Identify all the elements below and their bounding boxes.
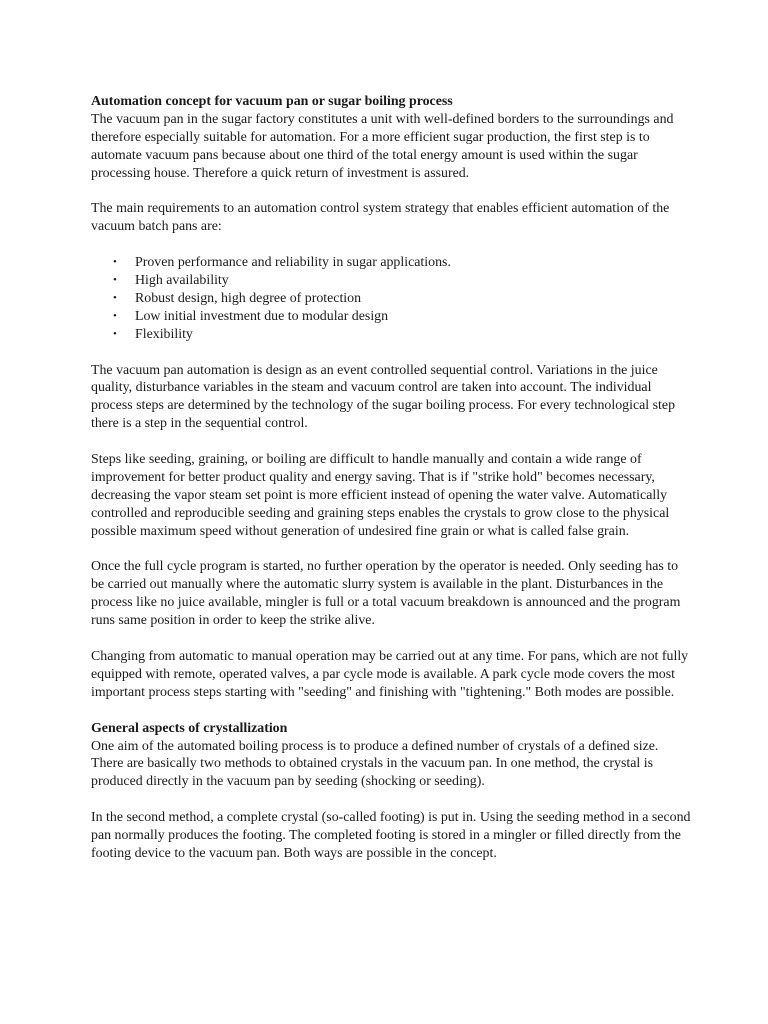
list-item xyxy=(91,290,691,308)
bullet-icon: • xyxy=(113,256,117,269)
paragraph-second-method: In the second method, a complete crystal (so-called footing) is put in. Using the seeding method in a second pan normally produces the footing. The completed footing is stored in a mingler or filled directly from the footing device to the vacuum pan. Both ways are possible in the concept. xyxy=(91,810,691,861)
list-item xyxy=(91,308,691,326)
list-item xyxy=(91,254,691,272)
list-item xyxy=(91,272,691,290)
paragraph-process-steps: Steps like seeding, graining, or boiling are difficult to handle manually and contain a wide range of improvement for better product quality and energy saving. That is if "strike hold" becomes necessary, decreasing the vapor steam set point is more efficient instead of opening the water valve. Automatically controlled and reproducible seeding and graining steps enables the crystals to grow close to the physical possible maximum speed without generation of undesired fine grain or what is called false grain. xyxy=(91,452,670,539)
list-item-text: Robust design, high degree of protection xyxy=(135,290,362,306)
section-automation-concept xyxy=(91,93,691,183)
bullet-icon: • xyxy=(113,327,117,340)
paragraph-manual-operation: Changing from automatic to manual operation may be carried out at any time. For pans, which are not fully equipped with remote, operated valves, a par cycle mode is available. A park cycle mode covers the most important process steps starting with "seeding" and finishing with "tightening." Both modes are possible. xyxy=(91,649,689,700)
list-item xyxy=(91,326,691,344)
list-item-text: High availability xyxy=(135,273,229,289)
paragraph-crystallization-intro: One aim of the automated boiling process is to produce a defined number of crystals of a defined size. There are basically two methods to obtained crystals in the vacuum pan. In one method, the crystal is produced directly in the vacuum pan by seeding (shocking or seeding). xyxy=(91,738,659,790)
requirements-list xyxy=(91,254,691,344)
paragraph-sequential-control: The vacuum pan automation is design as an event controlled sequential control. Variations in the juice quality, disturbance variables in the steam and vacuum control are taken into account. The individual process steps are determined by the technology of the sugar boiling process. For every technological step there is a step in the sequential control. xyxy=(91,362,676,432)
bullet-icon: • xyxy=(113,274,117,287)
paragraph-intro: The vacuum pan in the sugar factory constitutes a unit with well-defined borders to the surroundings and therefore especially suitable for automation. For a more efficient sugar production, the first step is to automate vacuum pans because about one third of the total energy amount is used within the sugar processing house. Therefore a quick return of investment is assured. xyxy=(91,111,674,181)
bullet-icon: • xyxy=(113,291,117,304)
paragraph-requirements-intro: The main requirements to an automation control system strategy that enables efficient automation of the vacuum batch pans are: xyxy=(91,201,670,235)
bullet-icon: • xyxy=(113,309,117,322)
section-heading: Automation concept for vacuum pan or sugar boiling process xyxy=(91,94,453,109)
section-heading: General aspects of crystallization xyxy=(91,720,288,736)
list-item-text: Low initial investment due to modular design xyxy=(135,308,389,324)
document-body xyxy=(91,93,691,881)
list-item-text: Flexibility xyxy=(135,326,193,342)
paragraph-full-cycle: Once the full cycle program is started, no further operation by the operator is needed. Only seeding has to be carried out manually where the automatic slurry system is available in the plant. Disturbances in the process like no juice available, mingler is full or a total vacuum breakdown is announced and the program runs same position in order to keep the strike alive. xyxy=(91,559,681,629)
section-crystallization xyxy=(91,720,691,792)
list-item-text: Proven performance and reliability in sugar applications. xyxy=(135,255,451,271)
